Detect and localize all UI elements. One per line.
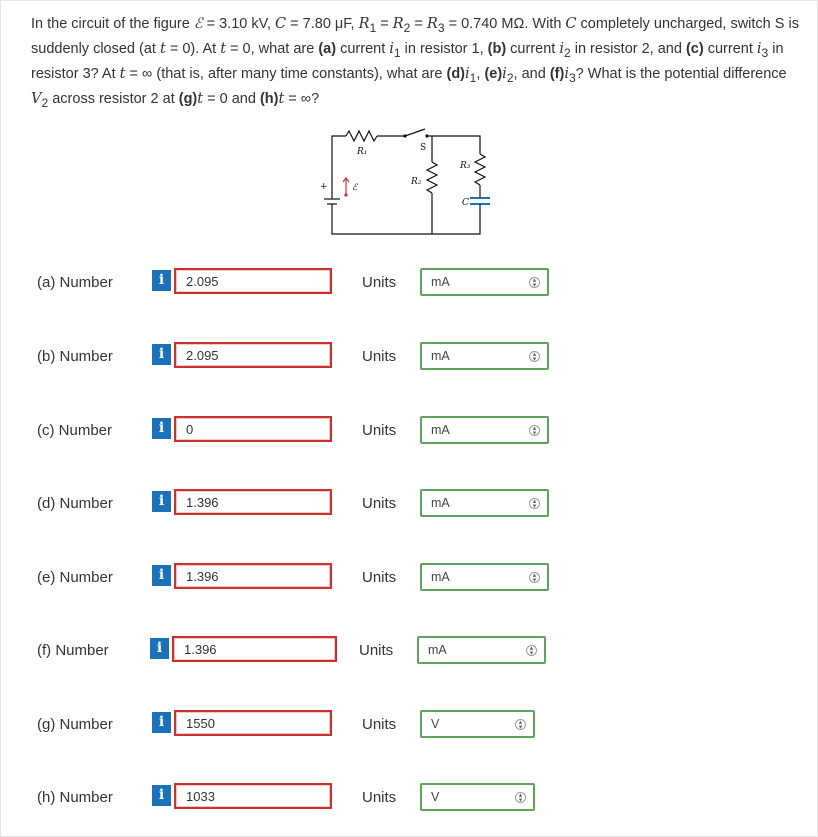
- units-label: Units: [362, 569, 397, 586]
- answer-input[interactable]: [174, 342, 332, 368]
- answer-row-a: [0, 267, 818, 301]
- answer-row-b: [0, 341, 818, 375]
- part-label: (a) Number: [37, 274, 113, 291]
- question-text: In the circuit of the figure ℰ = 3.10 kV, C = 7.80 μF, $R_1 = R_2 = R_3 = 0.740$ MΩ. With C completely uncharged, switch S is suddenly closed (at t = 0). At t = 0, what are (a) current $i_1$ in resistor 1, (b) current $i_2$ in resistor 2, and (c) current $i_3$ in resistor 3? At t = ∞ (that is, after many time constants), what are $(d)i_1$, $(e)i_2$, and $(f)i_3$? What is the potential difference $V_2$ across resistor 2 at (g)t = 0 and (h)t = ∞?: [31, 16, 799, 110]
- info-icon[interactable]: i: [152, 565, 171, 586]
- answer-input[interactable]: [174, 783, 332, 809]
- answer-row-f: [0, 635, 818, 669]
- units-select[interactable]: [420, 416, 549, 444]
- units-value: mA: [431, 423, 450, 437]
- units-select[interactable]: [420, 268, 549, 296]
- units-label: Units: [362, 422, 397, 439]
- r3-label: R₃: [460, 161, 471, 171]
- units-label: Units: [362, 495, 397, 512]
- units-value: mA: [428, 643, 447, 657]
- resistor-r3-symbol: [475, 154, 485, 185]
- units-value: V: [431, 790, 440, 804]
- chevron-updown-icon: ▴ ▾: [529, 425, 540, 436]
- units-label: Units: [362, 274, 397, 291]
- answer-input[interactable]: [174, 489, 332, 515]
- units-value: mA: [431, 570, 450, 584]
- part-label: (d) Number: [37, 495, 113, 512]
- part-label: (e) Number: [37, 569, 113, 586]
- units-select[interactable]: [420, 783, 535, 811]
- info-icon[interactable]: i: [152, 344, 171, 365]
- battery-plus-label: +: [320, 182, 328, 192]
- chevron-updown-icon: ▴ ▾: [529, 277, 540, 288]
- units-label: Units: [362, 789, 397, 806]
- info-icon[interactable]: i: [152, 418, 171, 439]
- resistor-r2-symbol: [427, 162, 437, 193]
- resistor-r1-symbol: [346, 131, 377, 141]
- units-value: mA: [431, 349, 450, 363]
- units-value: mA: [431, 496, 450, 510]
- units-select[interactable]: [420, 563, 549, 591]
- answer-input[interactable]: [174, 710, 332, 736]
- answer-input[interactable]: [174, 563, 332, 589]
- r2-label: R₂: [411, 177, 422, 187]
- answer-row-g: [0, 709, 818, 743]
- answer-row-h: [0, 782, 818, 816]
- units-select[interactable]: [420, 710, 535, 738]
- switch-symbol: [405, 129, 425, 136]
- answer-input[interactable]: [174, 268, 332, 294]
- chevron-updown-icon: ▴ ▾: [529, 351, 540, 362]
- units-label: Units: [362, 716, 397, 733]
- part-label: (b) Number: [37, 348, 113, 365]
- emf-label: ℰ: [352, 183, 358, 193]
- circuit-diagram: [310, 124, 500, 244]
- part-label: (c) Number: [37, 422, 113, 439]
- units-value: mA: [431, 275, 450, 289]
- chevron-updown-icon: ▴ ▾: [515, 792, 526, 803]
- info-icon[interactable]: i: [152, 491, 171, 512]
- switch-label: S: [420, 143, 427, 153]
- chevron-updown-icon: ▴ ▾: [529, 498, 540, 509]
- units-select[interactable]: [417, 636, 546, 664]
- units-value: V: [431, 717, 440, 731]
- answer-input[interactable]: [172, 636, 337, 662]
- answer-row-c: [0, 415, 818, 449]
- units-label: Units: [362, 348, 397, 365]
- part-label: (h) Number: [37, 789, 113, 806]
- part-label: (g) Number: [37, 716, 113, 733]
- info-icon[interactable]: i: [152, 785, 171, 806]
- r1-label: R₁: [357, 147, 368, 157]
- chevron-updown-icon: ▴ ▾: [526, 645, 537, 656]
- units-select[interactable]: [420, 489, 549, 517]
- units-select[interactable]: [420, 342, 549, 370]
- answer-row-e: [0, 562, 818, 596]
- part-label: (f) Number: [37, 642, 109, 659]
- info-icon[interactable]: i: [152, 712, 171, 733]
- answer-input[interactable]: [174, 416, 332, 442]
- chevron-updown-icon: ▴ ▾: [529, 572, 540, 583]
- chevron-updown-icon: ▴ ▾: [515, 719, 526, 730]
- capacitor-label: C: [462, 198, 469, 208]
- units-label: Units: [359, 642, 394, 659]
- answer-row-d: [0, 488, 818, 522]
- info-icon[interactable]: i: [150, 638, 169, 659]
- info-icon[interactable]: i: [152, 270, 171, 291]
